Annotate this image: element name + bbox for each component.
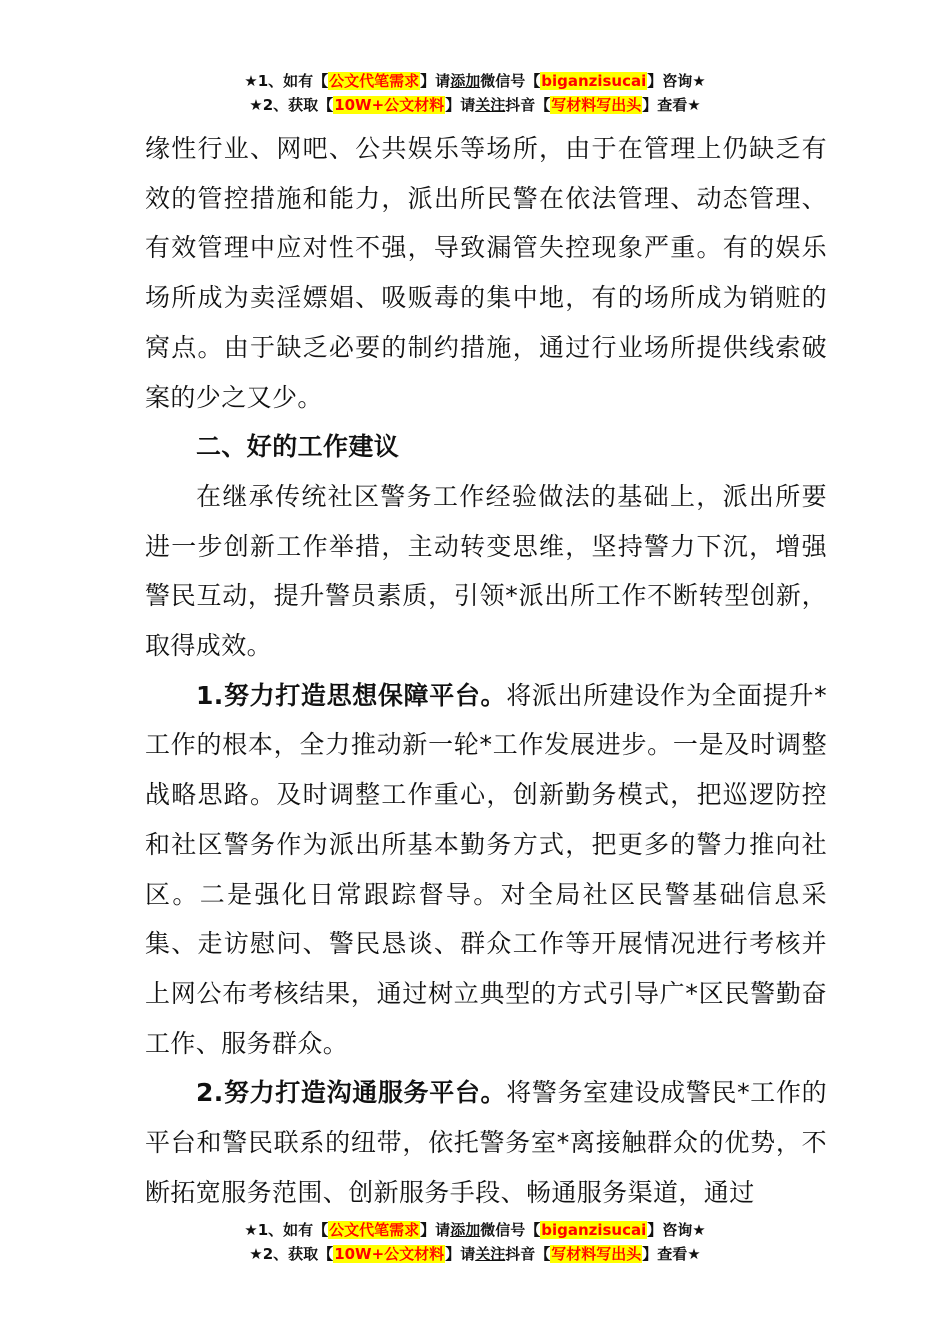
promo-highlight: 10W+公文材料 (334, 96, 445, 114)
promo-text: 】咨询★ (647, 72, 706, 90)
promo-underlined: 添加 (450, 72, 481, 90)
promo-text: 抖音【 (505, 1245, 551, 1263)
item-1-body: 将派出所建设作为全面提升*工作的根本，全力推动新一轮*工作发展进步。一是及时调整战略思路。及时调整工作重心，创新勤务模式，把巡逻防控和社区警务作为派出所基本勤务方式，把更多的警力推向社区。二是强化日常跟踪督导。对全局社区民警基础信息采集、走访慰问、警民恳谈、群众工作等开展情况进行考核并上网公布考核结果，通过树立典型的方式引导广*区民警勤奋工作、服务群众。 (145, 680, 828, 1058)
item-2-title: 2.努力打造沟通服务平台。 (196, 1078, 507, 1108)
promo-highlight: biganzisucai (541, 1221, 647, 1239)
promo-text: ★1、如有【 (244, 72, 329, 90)
promo-highlight: biganzisucai (541, 72, 647, 90)
promo-underlined: 添加 (450, 1221, 481, 1239)
header-promo-banner (0, 69, 950, 117)
footer-promo-banner (0, 1218, 950, 1266)
promo-underlined: 关注 (475, 1245, 506, 1263)
promo-line-1 (0, 69, 950, 93)
promo-text: 】查看★ (642, 96, 701, 114)
promo-text: 微信号【 (480, 72, 541, 90)
promo-highlight: 公文代笔需求 (329, 1221, 420, 1239)
section-heading: 二、好的工作建议 (196, 432, 400, 462)
promo-highlight: 写材料写出头 (551, 96, 642, 114)
promo-highlight: 公文代笔需求 (329, 72, 420, 90)
promo-highlight: 写材料写出头 (551, 1245, 642, 1263)
promo-text: 】请 (445, 1245, 476, 1263)
promo-text: 】请 (420, 72, 451, 90)
item-2-paragraph (145, 1068, 827, 1217)
promo-line-2 (0, 1242, 950, 1266)
item-1-paragraph (145, 671, 827, 1069)
promo-highlight: 10W+公文材料 (334, 1245, 445, 1263)
promo-text: 】请 (445, 96, 476, 114)
promo-line-2 (0, 93, 950, 117)
paragraph-continued: 缘性行业、网吧、公共娱乐等场所，由于在管理上仍缺乏有效的管控措施和能力，派出所民警在依法管理、动态管理、有效管理中应对性不强，导致漏管失控现象严重。有的娱乐场所成为卖淫嫖娼、吸贩毒的集中地，有的场所成为销赃的窝点。由于缺乏必要的制约措施，通过行业场所提供线索破案的少之又少。 (145, 134, 827, 412)
promo-line-1 (0, 1218, 950, 1242)
item-2-body: 将警务室建设成警民*工作的平台和警民联系的纽带，依托警务室*离接触群众的优势，不断拓宽服务范围、创新服务手段、畅通服务渠道，通过 (145, 1078, 828, 1207)
promo-text: 微信号【 (480, 1221, 541, 1239)
document-body (145, 124, 827, 1217)
promo-text: ★2、获取【 (249, 1245, 334, 1263)
intro-paragraph: 在继承传统社区警务工作经验做法的基础上，派出所要进一步创新工作举措，主动转变思维，坚持警力下沉，增强警民互动，提升警员素质，引领*派出所工作不断转型创新，取得成效。 (145, 481, 827, 661)
promo-text: 】咨询★ (647, 1221, 706, 1239)
promo-text: ★2、获取【 (249, 96, 334, 114)
promo-underlined: 关注 (475, 96, 506, 114)
promo-text: 抖音【 (505, 96, 551, 114)
promo-text: 】请 (420, 1221, 451, 1239)
promo-text: ★1、如有【 (244, 1221, 329, 1239)
item-1-title: 1.努力打造思想保障平台。 (196, 680, 507, 710)
promo-text: 】查看★ (642, 1245, 701, 1263)
